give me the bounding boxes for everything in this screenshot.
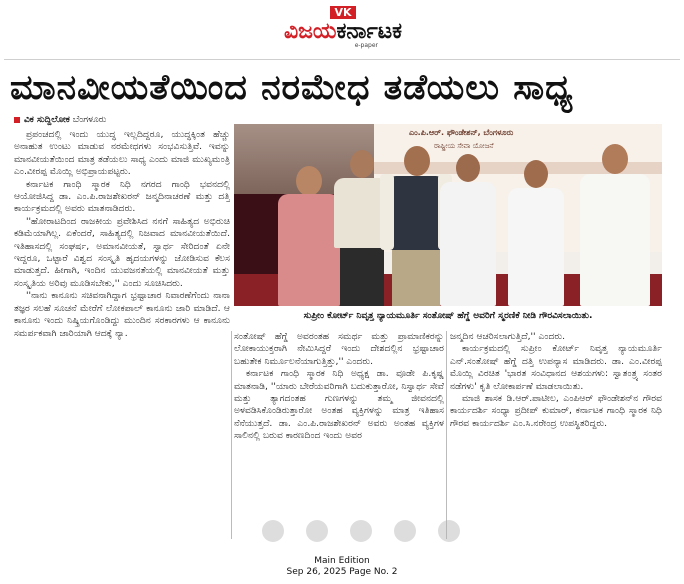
byline-source: ವಿಕ ಸುದ್ದಿಲೋಕ xyxy=(24,115,70,125)
paragraph: ''ಹೋರಾಟದಿಂದ ರಾಜಕೀಯ ಪ್ರವೇಶಿಸಿದ ನನಗೆ ಸಾಹಿತ್ಯದ ಅಭಿರುಚಿ ಕಡಿಮೆಯಾಗಿಲ್ಲ. ಏಕೆಂದರೆ, ಸಾಹಿತ್ಯದಲ್ಲಿ ನಿಜವಾದ ಮಾನವೀಯತೆಯಿದೆ. ಇತಿಹಾಸದಲ್ಲಿ ಸಂಘರ್ಷ, ಅಮಾನವೀಯತೆ, ಸ್ವಾರ್ಥ ಸೇರಿದಂತೆ ಏನೇ ಇದ್ದರೂ, ಒಟ್ಟಾರೆ ವಿಶ್ವದ ಸಂಸ್ಕೃತಿ ಹೃದಯಗಳನ್ನು ಜೋಡಿಸುವ ಕೆಲಸ ಮಾಡುತ್ತದೆ. ಹೀಗಾಗಿ, ಇಂದಿನ ಯುವಜನತೆಯಲ್ಲಿ ಮಾನವೀಯತೆ ಮತ್ತು ಸಂಸ್ಕೃತಿಯ ಅರಿವು ಮೂಡಿಸಬೇಕು,'' ಎಂದು ಸೂಚಿಸಿದರು. xyxy=(14,215,230,289)
article-column-1 xyxy=(14,129,230,539)
date-page-label: Sep 26, 2025 Page No. 2 xyxy=(286,567,398,577)
nav-dot[interactable] xyxy=(350,520,372,542)
article-headline: ಮಾನವೀಯತೆಯಿಂದ ನರಮೇಧ ತಡೆಯಲು ಸಾಧ್ಯ xyxy=(10,68,574,108)
logo-part-red: ವಿಜಯ xyxy=(283,19,337,44)
byline-place: ಬೆಂಗಳೂರು xyxy=(72,115,107,125)
paragraph: ಕರ್ನಾಟಕ ಗಾಂಧಿ ಸ್ಮಾರಕ ನಿಧಿ ನಗರದ ಗಾಂಧಿ ಭವನದಲ್ಲಿ ಆಯೋಜಿಸಿದ್ದ ಡಾ. ಎಂ.ಪಿ.ರಾಜಶೇಖರನ್ ಜನ್ಮದಿನಾಚರಣೆ ಮತ್ತು ದತ್ತಿ ಕಾರ್ಯಕ್ರಮದಲ್ಲಿ ಅವರು ಮಾತನಾಡಿದರು. xyxy=(14,178,230,215)
article-column-2 xyxy=(234,331,444,539)
article-column-3 xyxy=(450,331,662,539)
paragraph: ಸಂತೋಷ್ ಹೆಗ್ಡೆ ಅವರಂತಹ ಸಮರ್ಥ ಮತ್ತು ಪ್ರಾಮಾಣಿಕರನ್ನು ಲೋಕಾಯುಕ್ತರಾಗಿ ನೇಮಿಸಿದ್ದರೆ ಇಂದು ದೇಶದಲ್ಲಿನ ಭ್ರಷ್ಟಾಚಾರ ಬಹುತೇಕ ನಿರ್ಮೂಲನೆಯಾಗುತ್ತಿತ್ತು,'' ಎಂದರು. xyxy=(234,331,444,367)
byline xyxy=(14,114,106,126)
paragraph: ಕರ್ನಾಟಕ ಗಾಂಧಿ ಸ್ಮಾರಕ ನಿಧಿ ಅಧ್ಯಕ್ಷ ಡಾ. ವೂಡೇ ಪಿ.ಕೃಷ್ಣ ಮಾತನಾಡಿ, ''ಯಾರು ಬೇರೆಯವರಿಗಾಗಿ ಬದುಕುತ್ತಾರೋ, ನಿಸ್ವಾರ್ಥ ಸೇವೆ ಮತ್ತು ತ್ಯಾಗದಂತಹ ಗುಣಗಳನ್ನು ತಮ್ಮ ಜೀವನದಲ್ಲಿ ಅಳವಡಿಸಿಕೊಂಡಿರುತ್ತಾರೋ ಅಂತಹ ವ್ಯಕ್ತಿಗಳನ್ನು ಮಾತ್ರ ಇತಿಹಾಸ ನೆನೆಯುತ್ತದೆ. ಡಾ. ಎಂ.ಪಿ.ರಾಜಶೇಖರನ್ ಅವರು ಅಂತಹ ವ್ಯಕ್ತಿಗಳ ಸಾಲಿನಲ್ಲಿ ಬರುವ ಕಾರಣದಿಂದ ಇಂದು ಅವರ xyxy=(234,368,444,442)
vk-logo-badge: VK xyxy=(330,6,355,19)
paragraph: ಜನ್ಮದಿನ ಆಚರಿಸಲಾಗುತ್ತಿದೆ,'' ಎಂದರು. xyxy=(450,331,566,342)
masthead xyxy=(258,6,428,54)
logo-part-black: ಕರ್ನಾಟಕ xyxy=(336,19,403,44)
newspaper-logo xyxy=(284,20,402,44)
paragraph: ಕಾರ್ಯಕ್ರಮದಲ್ಲಿ ಸುಪ್ರೀಂ ಕೋರ್ಟ್ ನಿವೃತ್ತ ನ್ಯಾಯಮೂರ್ತಿ ಎನ್.ಸಂತೋಷ್ ಹೆಗ್ಡೆ ದತ್ತಿ ಉಪನ್ಯಾಸ ಮಾಡಿದರು. ಡಾ. ಎಂ.ವೀರಪ್ಪ ಮೊಯ್ಲಿ ವಿರಚಿತ 'ಭಾರತ ಸಂವಿಧಾನದ ಆಶಯಗಳು: ಸ್ವಾತಂತ್ರ್ಯ ಸಂತರ ನಡೆಗಳು' ಕೃತಿ ಲೋಕಾರ್ಪಣೆ ಮಾಡಲಾಯಿತು. xyxy=(450,343,662,392)
photo-caption: ಸುಪ್ರೀಂ ಕೋರ್ಟ್ ನಿವೃತ್ತ ನ್ಯಾಯಮೂರ್ತಿ ಸಂತೋಷ್ ಹೆಗ್ಡೆ ಅವರಿಗೆ ಸ್ಮರಣಿಕೆ ನೀಡಿ ಗೌರವಿಸಲಾಯಿತು. xyxy=(303,311,593,321)
nav-dot[interactable] xyxy=(306,520,328,542)
edition-label: Main Edition xyxy=(314,556,370,566)
top-divider xyxy=(4,59,680,60)
column-divider xyxy=(231,331,232,539)
byline-marker-icon xyxy=(14,117,20,123)
article-photo xyxy=(234,124,662,306)
page-nav-dots[interactable] xyxy=(262,520,460,542)
epaper-label: e-paper xyxy=(354,42,378,49)
banner-text: ಎಂ.ಪಿ.ಆರ್. ಫೌಂಡೇಶನ್, ಬೆಂಗಳೂರು xyxy=(409,128,514,137)
nav-dot[interactable] xyxy=(438,520,460,542)
banner-subtext: ರಾಷ್ಟ್ರೀಯ ಸೇವಾ ಯೋಜನೆ xyxy=(434,142,494,150)
nav-dot[interactable] xyxy=(394,520,416,542)
paragraph: ''ನಾನು ಕಾನೂನು ಸಚಿವನಾಗಿದ್ದಾಗ ಭ್ರಷ್ಟಾಚಾರ ನಿವಾರಣೆಗೆಂದು ನಾನಾ ತಜ್ಞರ ಸಲಹೆ ಸೂಚನೆ ಮೇರೆಗೆ ಲೋಕಪಾಲ್ ಕಾನೂನು ಜಾರಿ ಮಾಡಿದೆ. ಆ ಕಾನೂನು ಇಂದು ನಿಷ್ಕ್ರಿಯಗೊಂಡಿದ್ದು ಮುಂದಿನ ಸರಕಾರಗಳು ಆ ಕಾನೂನು ಸಮರ್ಪಕವಾಗಿ ಜಾರಿಯಾಗಿ ಆದಕ್ಕೆ ನ್ಯಾ. xyxy=(14,290,230,339)
paragraph: ಪ್ರಪಂಚದಲ್ಲಿ ಇಂದು ಯುದ್ಧ ಇಲ್ಲದಿದ್ದರೂ, ಯುದ್ಧಕ್ಕಿಂತ ಹೆಚ್ಚು ಅನಾಹುತ ಉಂಟು ಮಾಡುವ ನರಮೇಧಗಳು ಸಂಭವಿಸುತ್ತಿವೆ. ಇವನ್ನು ಮಾನವೀಯತೆಯಿಂದ ಮಾತ್ರ ತಡೆಯಲು ಸಾಧ್ಯ ಎಂದು ಮಾಜಿ ಮುಖ್ಯಮಂತ್ರಿ ಎಂ.ವೀರಪ್ಪ ಮೊಯ್ಲಿ ಅಭಿಪ್ರಾಯಪಟ್ಟರು. xyxy=(14,129,230,178)
paragraph: ಮಾಜಿ ಶಾಸಕ ಡಿ.ಆರ್.ಪಾಟೀಲ, ಎಂಪಿಆರ್ ಫೌಂಡೇಶನ್‌ನ ಗೌರವ ಕಾರ್ಯದರ್ಶಿ ಸಂಧ್ಯಾ ಪ್ರದೀಪ್ ಕುಮಾರ್, ಕರ್ನಾಟಕ ಗಾಂಧಿ ಸ್ಮಾರಕ ನಿಧಿ ಗೌರವ ಕಾರ್ಯದರ್ಶಿ ಎಂ.ಸಿ.ನರೇಂದ್ರ ಉಪಸ್ಥಿತರಿದ್ದರು. xyxy=(450,393,662,429)
column-divider xyxy=(446,331,447,539)
nav-dot[interactable] xyxy=(262,520,284,542)
